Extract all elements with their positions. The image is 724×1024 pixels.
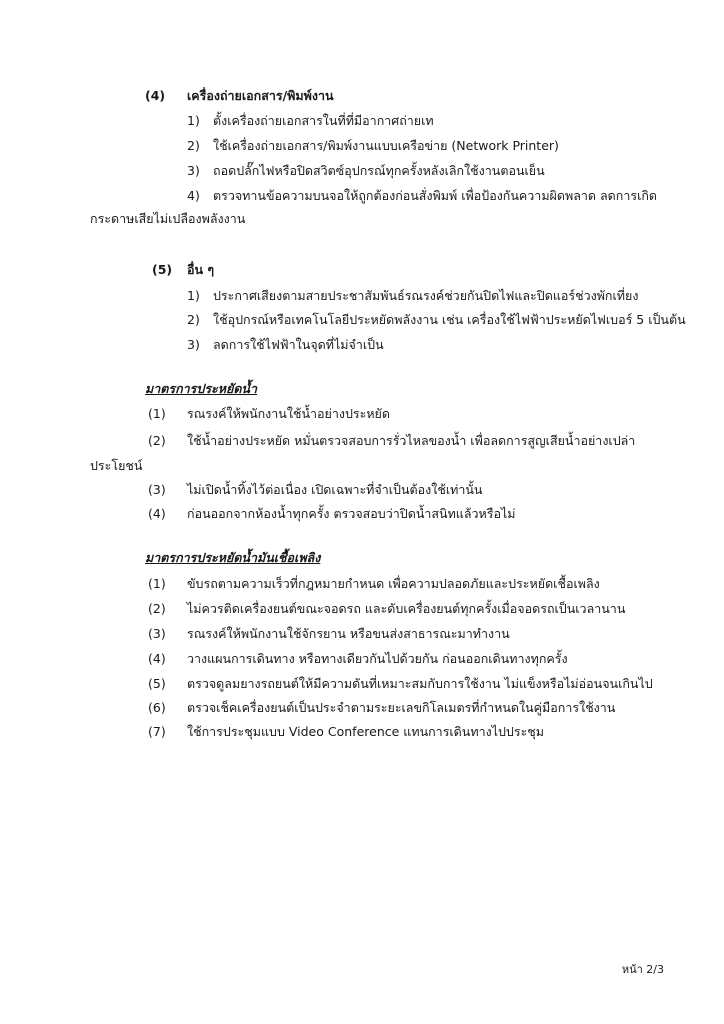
list-item-text: ลดการใช้ไฟฟ้าในจุดที่ไม่จำเป็น (213, 337, 384, 352)
list-item-text: ตั้งเครื่องถ่ายเอกสารในที่ที่มีอากาศถ่ายเท (213, 113, 434, 128)
list-item-number: (1) (148, 406, 166, 421)
list-item-text: รณรงค์ให้พนักงานใช้น้ำอย่างประหยัด (187, 406, 391, 421)
section-copier-title: เครื่องถ่ายเอกสาร/พิมพ์งาน (187, 88, 334, 103)
list-item-text: ไม่ควรติดเครื่องยนต์ขณะจอดรถ และดับเครื่องยนต์ทุกครั้งเมื่อจอดรถเป็นเวลานาน (187, 601, 626, 616)
list-item-text: ขับรถตามความเร็วที่กฎหมายกำหนด เพื่อความปลอดภัยและประหยัดเชื้อเพลิง (187, 576, 600, 591)
list-item-text: วางแผนการเดินทาง หรือทางเดียวกันไปด้วยกัน ก่อนออกเดินทางทุกครั้ง (187, 651, 568, 666)
page-number: หน้า 2/3 (621, 963, 664, 976)
list-item-number: 1) (187, 113, 200, 128)
list-item-text: ประกาศเสียงตามสายประชาสัมพันธ์รณรงค์ช่วยกันปิดไฟและปิดแอร์ช่วงพักเที่ยง (213, 288, 639, 303)
section-fuel-title: มาตรการประหยัดน้ำมันเชื้อเพลิง (145, 550, 321, 565)
list-item-text: รณรงค์ให้พนักงานใช้จักรยาน หรือขนส่งสาธารณะมาทำงาน (187, 626, 510, 641)
list-item-text: ตรวจทานข้อความบนจอให้ถูกต้องก่อนสั่งพิมพ์ เพื่อป้องกันความผิดพลาด ลดการเกิด (213, 188, 658, 203)
list-item-number: (2) (148, 601, 166, 616)
list-item-text: ใช้อุปกรณ์หรือเทคโนโลยีประหยัดพลังงาน เช่น เครื่องใช้ไฟฟ้าประหยัดไฟเบอร์ 5 เป็นต้น (213, 312, 686, 327)
list-item-continuation: กระดาษเสียไม่เปลืองพลังงาน (90, 211, 246, 226)
list-item-number: 3) (187, 163, 200, 178)
section-others-title: อื่น ๆ (187, 262, 215, 277)
list-item-number: (2) (148, 433, 166, 448)
list-item-number: (5) (148, 676, 166, 691)
list-item-number: (4) (148, 651, 166, 666)
section-water-title: มาตรการประหยัดน้ำ (145, 381, 257, 396)
list-item-text: ถอดปลั๊กไฟหรือปิดสวิตซ์อุปกรณ์ทุกครั้งหลังเลิกใช้งานตอนเย็น (213, 163, 545, 178)
list-item-text: ใช้การประชุมแบบ Video Conference แทนการเดินทางไปประชุม (187, 724, 545, 739)
list-item-number: (3) (148, 482, 166, 497)
list-item-number: 1) (187, 288, 200, 303)
list-item-text: ก่อนออกจากห้องน้ำทุกครั้ง ตรวจสอบว่าปิดน้ำสนิทแล้วหรือไม่ (187, 506, 516, 521)
list-item-text: ใช้เครื่องถ่ายเอกสาร/พิมพ์งานแบบเครือข่าย (Network Printer) (213, 138, 559, 153)
section-others-number: (5) (152, 262, 173, 277)
list-item-text: ใช้น้ำอย่างประหยัด หมั่นตรวจสอบการรั่วไหลของน้ำ เพื่อลดการสูญเสียน้ำอย่างเปล่า (187, 433, 636, 448)
list-item-text: ตรวจดูลมยางรถยนต์ให้มีความดันที่เหมาะสมกับการใช้งาน ไม่แข็งหรือไม่อ่อนจนเกินไป (187, 676, 653, 691)
section-copier-number: (4) (145, 88, 166, 103)
list-item-number: (3) (148, 626, 166, 641)
list-item-text: ตรวจเช็คเครื่องยนต์เป็นประจำตามระยะเลขกิโลเมตรที่กำหนดในคู่มือการใช้งาน (187, 700, 616, 715)
list-item-number: 4) (187, 188, 200, 203)
list-item-number: (1) (148, 576, 166, 591)
list-item-continuation: ประโยชน์ (90, 458, 143, 473)
list-item-number: (4) (148, 506, 166, 521)
list-item-number: (7) (148, 724, 166, 739)
list-item-number: 3) (187, 337, 200, 352)
list-item-number: 2) (187, 138, 200, 153)
list-item-number: (6) (148, 700, 166, 715)
list-item-text: ไม่เปิดน้ำทิ้งไว้ต่อเนื่อง เปิดเฉพาะที่จำเป็นต้องใช้เท่านั้น (187, 482, 483, 497)
list-item-number: 2) (187, 312, 200, 327)
